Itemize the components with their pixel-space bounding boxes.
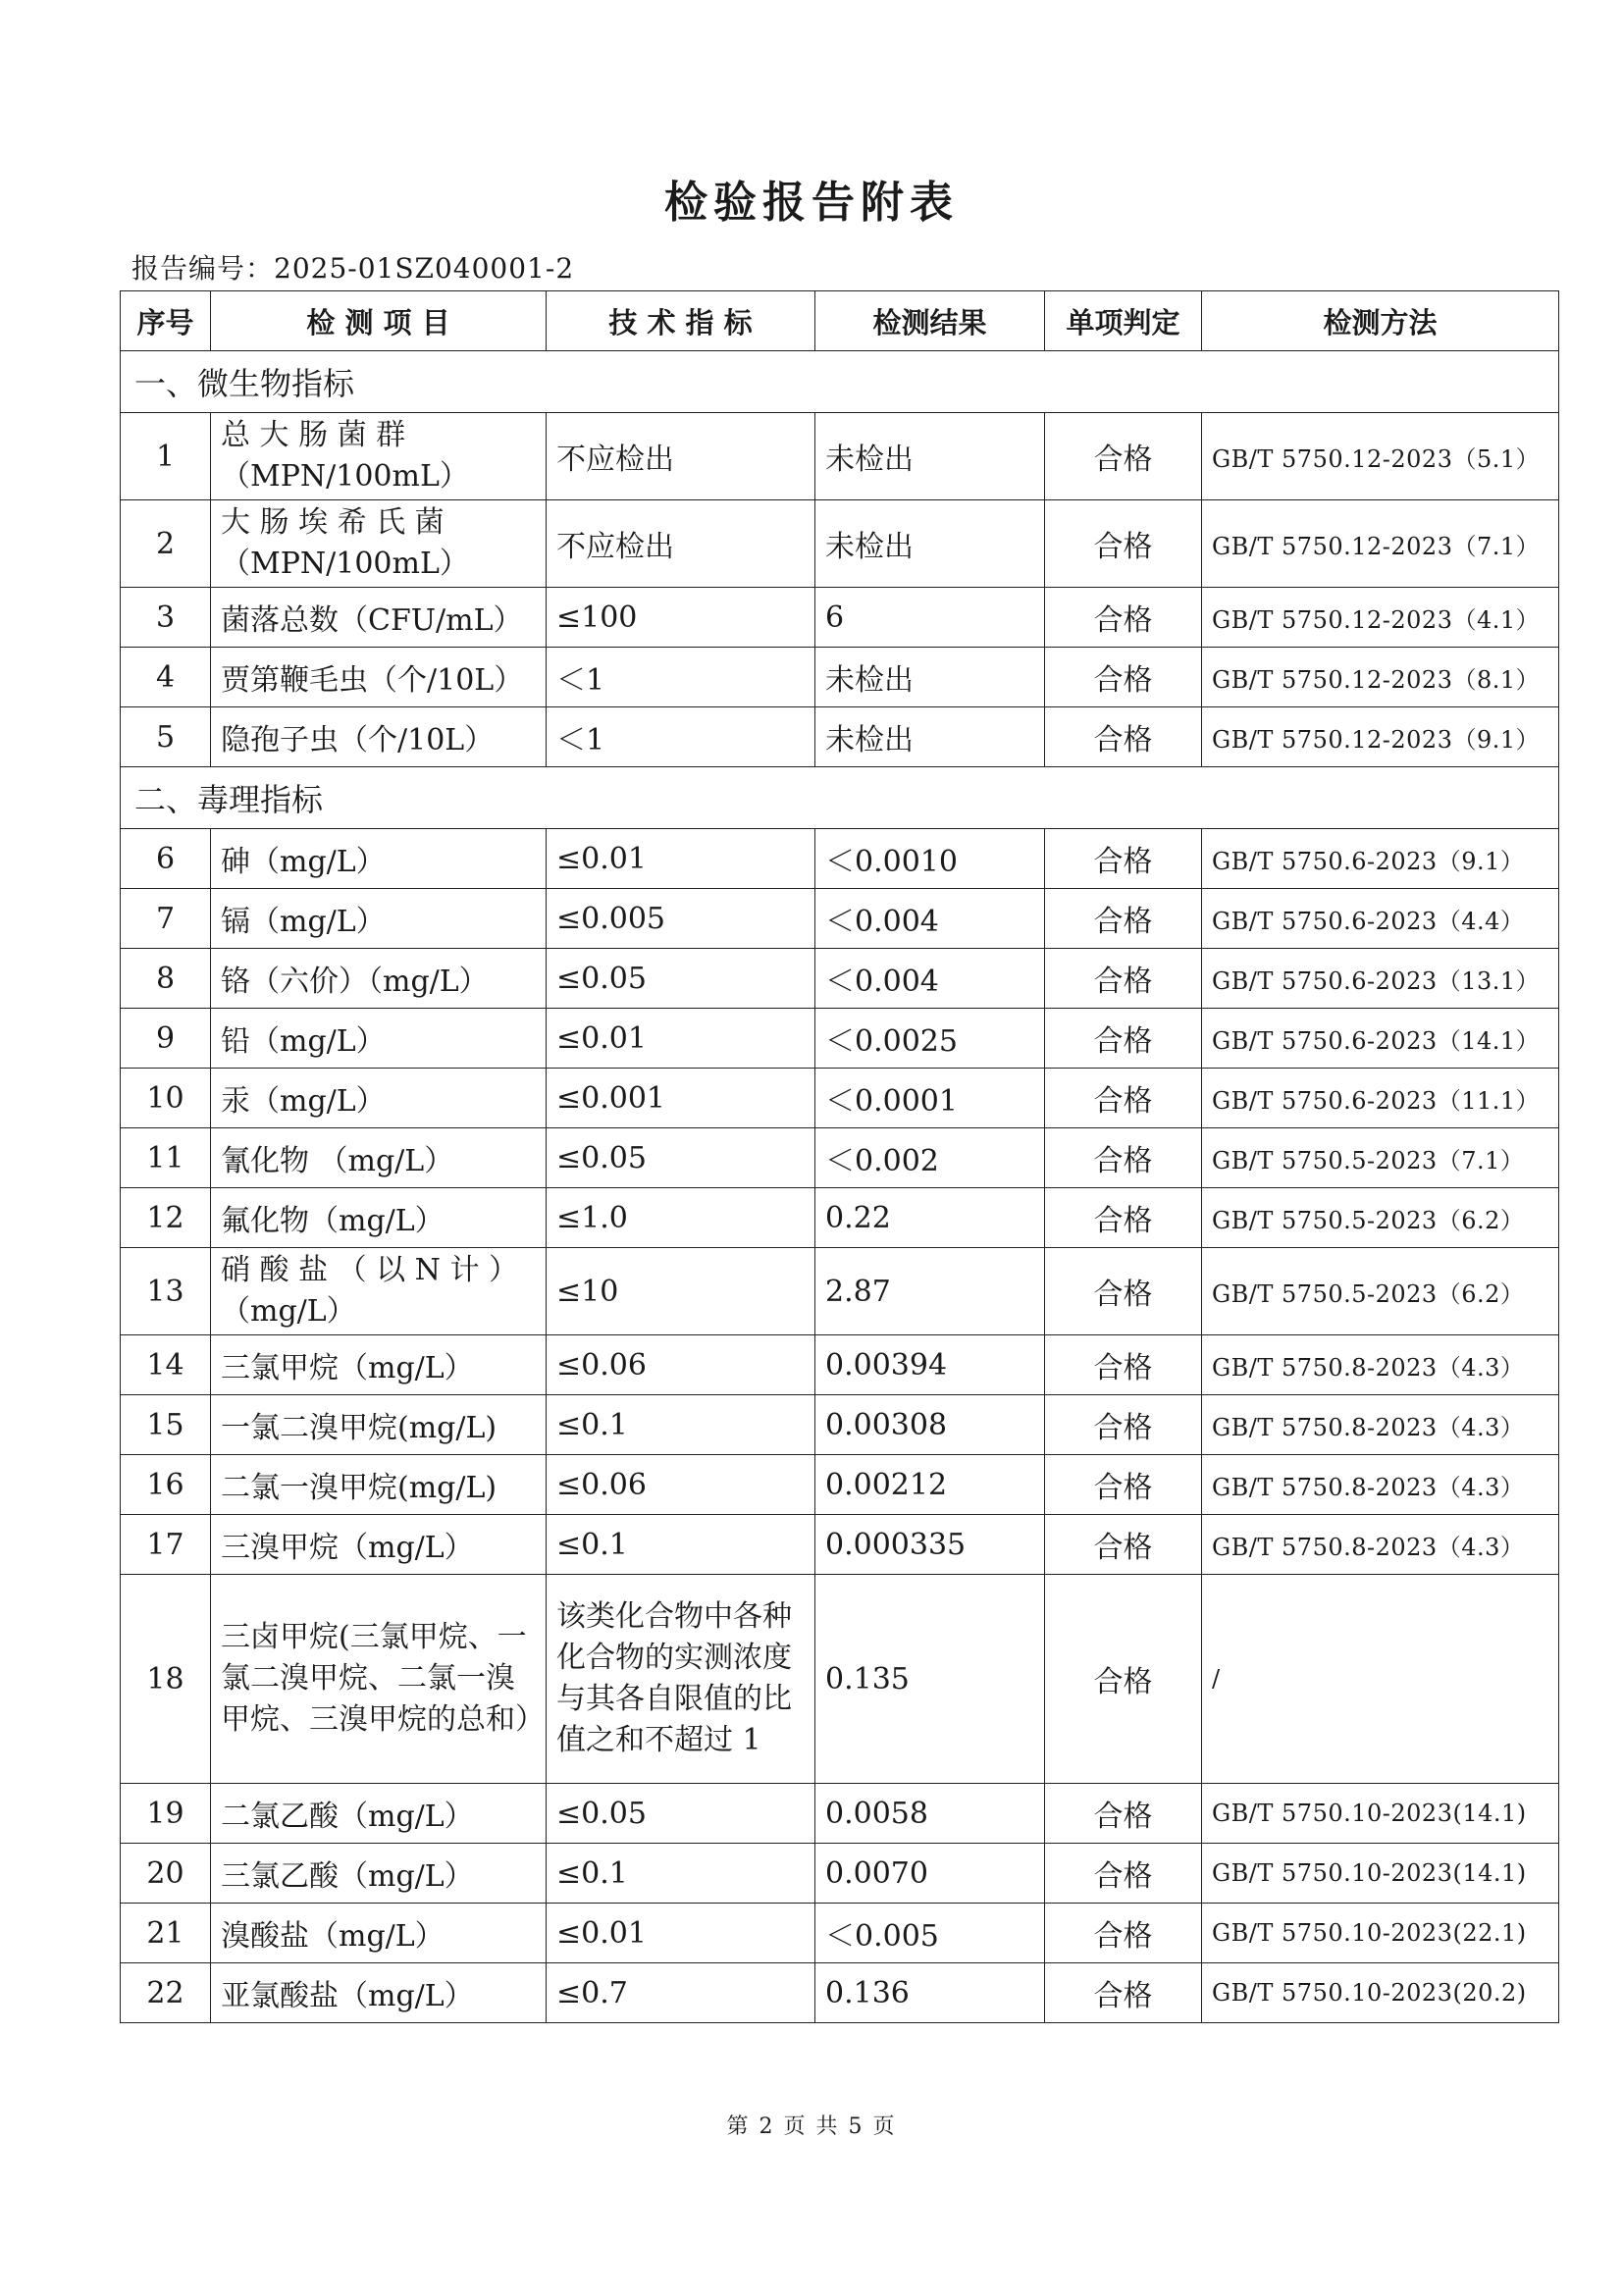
row-method: GB/T 5750.6-2023（14.1） <box>1202 1009 1559 1069</box>
row-judge: 合格 <box>1045 588 1202 648</box>
row-judge: 合格 <box>1045 707 1202 767</box>
table-row <box>121 1844 1559 1904</box>
row-item: 菌落总数（CFU/mL） <box>211 588 547 648</box>
row-item: 硝 酸 盐 （ 以 N 计 ） （mg/L） <box>211 1248 547 1335</box>
col-header-spec: 技 术 指 标 <box>547 291 815 351</box>
row-item: 隐孢子虫（个/10L） <box>211 707 547 767</box>
row-judge: 合格 <box>1045 1963 1202 2023</box>
table-row <box>121 1784 1559 1844</box>
table-row <box>121 1248 1559 1335</box>
row-result: 未检出 <box>815 500 1045 588</box>
row-judge: 合格 <box>1045 1009 1202 1069</box>
table-row <box>121 1395 1559 1455</box>
row-item: 氟化物（mg/L） <box>211 1188 547 1248</box>
row-method: GB/T 5750.12-2023（5.1） <box>1202 413 1559 500</box>
row-result: 0.00308 <box>815 1395 1045 1455</box>
row-spec: ≤0.005 <box>547 889 815 949</box>
table-row <box>121 413 1559 500</box>
col-header-result: 检测结果 <box>815 291 1045 351</box>
row-method: GB/T 5750.6-2023（9.1） <box>1202 829 1559 889</box>
row-item: 亚氯酸盐（mg/L） <box>211 1963 547 2023</box>
row-item: 汞（mg/L） <box>211 1069 547 1128</box>
row-no: 18 <box>121 1575 211 1784</box>
row-judge: 合格 <box>1045 1128 1202 1188</box>
row-result: ＜0.004 <box>815 949 1045 1009</box>
table-row <box>121 1515 1559 1575</box>
row-no: 7 <box>121 889 211 949</box>
row-item: 铅（mg/L） <box>211 1009 547 1069</box>
row-no: 3 <box>121 588 211 648</box>
table-row <box>121 1575 1559 1784</box>
table-row <box>121 588 1559 648</box>
row-no: 13 <box>121 1248 211 1335</box>
table-row <box>121 1069 1559 1128</box>
row-result: 0.0070 <box>815 1844 1045 1904</box>
table-row <box>121 1335 1559 1395</box>
row-result: ＜0.0001 <box>815 1069 1045 1128</box>
row-result: ＜0.0010 <box>815 829 1045 889</box>
row-method: GB/T 5750.12-2023（4.1） <box>1202 588 1559 648</box>
row-result: 0.0058 <box>815 1784 1045 1844</box>
section-heading: 一、微生物指标 <box>121 351 1559 413</box>
row-judge: 合格 <box>1045 829 1202 889</box>
row-spec: ≤0.05 <box>547 1128 815 1188</box>
row-method: GB/T 5750.8-2023（4.3） <box>1202 1515 1559 1575</box>
report-title: 检验报告附表 <box>664 178 959 228</box>
row-method: GB/T 5750.10-2023(20.2) <box>1202 1963 1559 2023</box>
col-header-judge: 单项判定 <box>1045 291 1202 351</box>
row-judge: 合格 <box>1045 500 1202 588</box>
row-no: 2 <box>121 500 211 588</box>
row-method: GB/T 5750.6-2023（4.4） <box>1202 889 1559 949</box>
row-item: 铬（六价）（mg/L） <box>211 949 547 1009</box>
row-item: 氰化物 （mg/L） <box>211 1128 547 1188</box>
row-result: 0.000335 <box>815 1515 1045 1575</box>
row-judge: 合格 <box>1045 949 1202 1009</box>
row-method: GB/T 5750.5-2023（6.2） <box>1202 1248 1559 1335</box>
row-method: GB/T 5750.8-2023（4.3） <box>1202 1335 1559 1395</box>
row-method: GB/T 5750.12-2023（8.1） <box>1202 648 1559 707</box>
row-result: 0.135 <box>815 1575 1045 1784</box>
row-method: GB/T 5750.10-2023(14.1) <box>1202 1844 1559 1904</box>
section-heading: 二、毒理指标 <box>121 767 1559 829</box>
row-method: GB/T 5750.6-2023（11.1） <box>1202 1069 1559 1128</box>
row-no: 14 <box>121 1335 211 1395</box>
col-header-no: 序号 <box>121 291 211 351</box>
row-spec: ≤0.05 <box>547 1784 815 1844</box>
row-no: 16 <box>121 1455 211 1515</box>
row-method: GB/T 5750.6-2023（13.1） <box>1202 949 1559 1009</box>
row-judge: 合格 <box>1045 1904 1202 1963</box>
row-judge: 合格 <box>1045 1455 1202 1515</box>
row-spec: 不应检出 <box>547 413 815 500</box>
row-item: 三氯乙酸（mg/L） <box>211 1844 547 1904</box>
row-item: 镉（mg/L） <box>211 889 547 949</box>
table-row <box>121 707 1559 767</box>
row-method: GB/T 5750.5-2023（6.2） <box>1202 1188 1559 1248</box>
page-footer: 第 2 页 共 5 页 <box>726 2114 897 2139</box>
row-spec: ≤0.05 <box>547 949 815 1009</box>
section-row <box>121 351 1559 413</box>
row-spec: 不应检出 <box>547 500 815 588</box>
row-result: 0.136 <box>815 1963 1045 2023</box>
table-row <box>121 1128 1559 1188</box>
row-judge: 合格 <box>1045 1335 1202 1395</box>
row-method: GB/T 5750.12-2023（9.1） <box>1202 707 1559 767</box>
row-judge: 合格 <box>1045 1844 1202 1904</box>
table-row <box>121 1009 1559 1069</box>
row-judge: 合格 <box>1045 648 1202 707</box>
row-method: GB/T 5750.8-2023（4.3） <box>1202 1455 1559 1515</box>
row-result: 0.22 <box>815 1188 1045 1248</box>
row-result: 6 <box>815 588 1045 648</box>
col-header-item: 检 测 项 目 <box>211 291 547 351</box>
row-no: 15 <box>121 1395 211 1455</box>
section-row <box>121 767 1559 829</box>
row-no: 21 <box>121 1904 211 1963</box>
table-row <box>121 829 1559 889</box>
row-item: 大 肠 埃 希 氏 菌 （MPN/100mL） <box>211 500 547 588</box>
row-result: 0.00212 <box>815 1455 1045 1515</box>
row-method: / <box>1202 1575 1559 1784</box>
row-judge: 合格 <box>1045 889 1202 949</box>
row-result: 0.00394 <box>815 1335 1045 1395</box>
table-row <box>121 949 1559 1009</box>
row-no: 1 <box>121 413 211 500</box>
row-no: 19 <box>121 1784 211 1844</box>
table-row <box>121 500 1559 588</box>
table-row <box>121 1188 1559 1248</box>
row-spec: ≤0.01 <box>547 829 815 889</box>
row-result: 未检出 <box>815 413 1045 500</box>
row-item: 溴酸盐（mg/L） <box>211 1904 547 1963</box>
row-result: 未检出 <box>815 648 1045 707</box>
row-spec: ≤0.1 <box>547 1844 815 1904</box>
row-no: 5 <box>121 707 211 767</box>
row-no: 12 <box>121 1188 211 1248</box>
row-judge: 合格 <box>1045 1395 1202 1455</box>
row-spec: ≤0.06 <box>547 1455 815 1515</box>
row-judge: 合格 <box>1045 1784 1202 1844</box>
report-number: 报告编号：2025-01SZ040001-2 <box>131 252 575 285</box>
row-spec: ≤0.001 <box>547 1069 815 1128</box>
row-method: GB/T 5750.12-2023（7.1） <box>1202 500 1559 588</box>
row-result: ＜0.002 <box>815 1128 1045 1188</box>
row-spec: ≤0.7 <box>547 1963 815 2023</box>
table-row <box>121 648 1559 707</box>
row-item: 三溴甲烷（mg/L） <box>211 1515 547 1575</box>
row-method: GB/T 5750.5-2023（7.1） <box>1202 1128 1559 1188</box>
row-judge: 合格 <box>1045 1515 1202 1575</box>
row-result: 未检出 <box>815 707 1045 767</box>
row-spec: ≤10 <box>547 1248 815 1335</box>
row-no: 20 <box>121 1844 211 1904</box>
row-method: GB/T 5750.8-2023（4.3） <box>1202 1395 1559 1455</box>
row-judge: 合格 <box>1045 1069 1202 1128</box>
row-spec: ≤0.1 <box>547 1395 815 1455</box>
table-row <box>121 889 1559 949</box>
table-header-row <box>121 291 1559 351</box>
row-item: 二氯一溴甲烷(mg/L) <box>211 1455 547 1515</box>
row-judge: 合格 <box>1045 1188 1202 1248</box>
col-header-method: 检测方法 <box>1202 291 1559 351</box>
row-item: 二氯乙酸（mg/L） <box>211 1784 547 1844</box>
row-item: 三氯甲烷（mg/L） <box>211 1335 547 1395</box>
row-no: 6 <box>121 829 211 889</box>
row-method: GB/T 5750.10-2023(14.1) <box>1202 1784 1559 1844</box>
row-no: 4 <box>121 648 211 707</box>
row-spec: ≤0.1 <box>547 1515 815 1575</box>
row-no: 9 <box>121 1009 211 1069</box>
row-no: 10 <box>121 1069 211 1128</box>
row-spec: ＜1 <box>547 648 815 707</box>
row-result: ＜0.005 <box>815 1904 1045 1963</box>
row-spec: ≤0.01 <box>547 1009 815 1069</box>
row-spec: ≤100 <box>547 588 815 648</box>
row-spec: ≤0.01 <box>547 1904 815 1963</box>
row-spec: 该类化合物中各种化合物的实测浓度与其各自限值的比值之和不超过 1 <box>547 1575 815 1784</box>
row-no: 17 <box>121 1515 211 1575</box>
table-row <box>121 1904 1559 1963</box>
report-table <box>120 290 1559 2023</box>
table-row <box>121 1963 1559 2023</box>
row-spec: ≤1.0 <box>547 1188 815 1248</box>
table-row <box>121 1455 1559 1515</box>
row-judge: 合格 <box>1045 413 1202 500</box>
row-no: 22 <box>121 1963 211 2023</box>
row-result: ＜0.0025 <box>815 1009 1045 1069</box>
row-spec: ≤0.06 <box>547 1335 815 1395</box>
row-result: ＜0.004 <box>815 889 1045 949</box>
row-item: 三卤甲烷(三氯甲烷、一氯二溴甲烷、二氯一溴甲烷、三溴甲烷的总和） <box>211 1575 547 1784</box>
row-item: 总 大 肠 菌 群 （MPN/100mL） <box>211 413 547 500</box>
row-item: 贾第鞭毛虫（个/10L） <box>211 648 547 707</box>
row-no: 11 <box>121 1128 211 1188</box>
row-spec: ＜1 <box>547 707 815 767</box>
row-no: 8 <box>121 949 211 1009</box>
row-method: GB/T 5750.10-2023(22.1) <box>1202 1904 1559 1963</box>
row-result: 2.87 <box>815 1248 1045 1335</box>
row-item: 砷（mg/L） <box>211 829 547 889</box>
row-judge: 合格 <box>1045 1575 1202 1784</box>
row-judge: 合格 <box>1045 1248 1202 1335</box>
row-item: 一氯二溴甲烷(mg/L) <box>211 1395 547 1455</box>
